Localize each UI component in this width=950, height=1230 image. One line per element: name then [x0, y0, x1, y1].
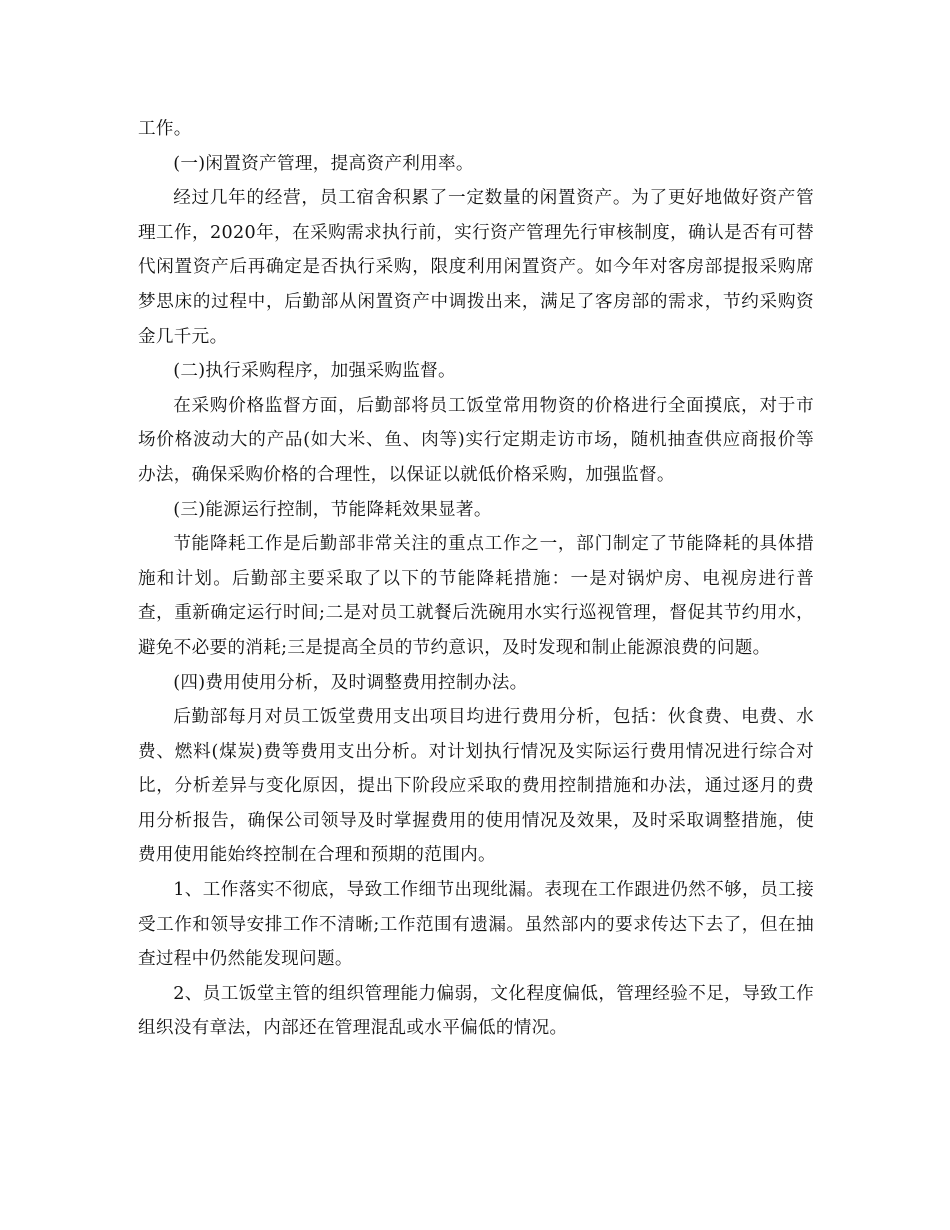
- paragraph-procurement: 在采购价格监督方面，后勤部将员工饭堂常用物资的价格进行全面摸底，对于市场价格波动大的产品(如大米、鱼、肉等)实行定期走访市场，随机抽查供应商报价等办法，确保采购价格的合理性，以保证以就低价格采购，加强监督。: [138, 395, 814, 485]
- paragraph-energy: 节能降耗工作是后勤部非常关注的重点工作之一，部门制定了节能降耗的具体措施和计划。后勤部主要采取了以下的节能降耗措施：一是对锅炉房、电视房进行普查，重新确定运行时间;二是对员工就餐后洗碗用水实行巡视管理，督促其节约用水，避免不必要的消耗;三是提高全员的节约意识，及时发现和制止能源浪费的问题。: [138, 534, 814, 658]
- paragraph-issue-1: 1、工作落实不彻底，导致工作细节出现纰漏。表现在工作跟进仍然不够，员工接受工作和领导安排工作不清晰;工作范围有遗漏。虽然部内的要求传达下去了，但在抽查过程中仍然能发现问题。: [138, 880, 814, 970]
- section-heading-procurement: (二)执行采购程序，加强采购监督。: [173, 361, 456, 382]
- document-body: [138, 112, 814, 1046]
- paragraph-continuation: 工作。: [138, 119, 192, 139]
- paragraph-issue-2: 2、员工饭堂主管的组织管理能力偏弱，文化程度偏低，管理经验不足，导致工作组织没有章法，内部还在管理混乱或水平偏低的情况。: [138, 983, 814, 1039]
- section-heading-energy: (三)能源运行控制，节能降耗效果显著。: [173, 499, 492, 520]
- paragraph-expense: 后勤部每月对员工饭堂费用支出项目均进行费用分析，包括：伙食费、电费、水费、燃料(煤炭)费等费用支出分析。对计划执行情况及实际运行费用情况进行综合对比，分析差异与变化原因，提出下阶段应采取的费用控制措施和办法，通过逐月的费用分析报告，确保公司领导及时掌握费用的使用情况及效果，及时采取调整措施，使费用使用能始终控制在合理和预期的范围内。: [138, 707, 814, 866]
- section-heading-expense: (四)费用使用分析，及时调整费用控制办法。: [173, 672, 528, 693]
- section-heading-idle-assets: (一)闲置资产管理，提高资产利用率。: [173, 153, 474, 174]
- paragraph-idle-assets: 经过几年的经营，员工宿舍积累了一定数量的闲置资产。为了更好地做好资产管理工作，2020年，在采购需求执行前，实行资产管理先行审核制度，确认是否有可替代闲置资产后再确定是否执行采购，限度利用闲置资产。如今年对客房部提报采购席梦思床的过程中，后勤部从闲置资产中调拨出来，满足了客房部的需求，节约采购资金几千元。: [138, 188, 814, 347]
